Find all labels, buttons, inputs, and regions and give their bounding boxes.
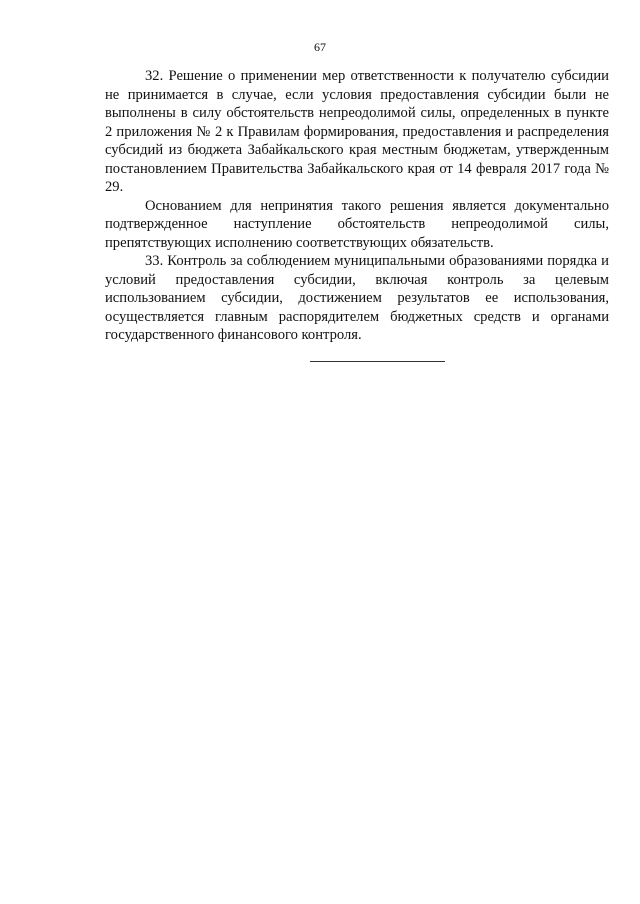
paragraph-force-majeure-basis: Основанием для непринятия такого решения является документально подтвержденное наступление обстоятельств непреодолимой силы, препятствующих исполнению соответствующих обязательств.: [105, 197, 609, 251]
paragraph-33: 33. Контроль за соблюдением муниципальными образованиями порядка и условий предоставления субсидии, включая контроль за целевым использованием субсидии, достижением результатов ее использования, осуществляется главным распорядителем бюджетных средств и органами государственного финансового контроля.: [105, 253, 609, 343]
end-of-document-divider: [310, 361, 445, 362]
document-body: [105, 67, 609, 345]
paragraph-32: 32. Решение о применении мер ответственности к получателю субсидии не принимается в случае, если условия предоставления субсидии были не выполнены в силу обстоятельств непреодолимой силы, определенных в пункте 2 приложения № 2 к Правилам формирования, предоставления и распределения субсидий из бюджета Забайкальского края местным бюджетам, утвержденным постановлением Правительства Забайкальского края от 14 февраля 2017 года № 29.: [105, 68, 609, 195]
page-number: 67: [314, 40, 326, 54]
